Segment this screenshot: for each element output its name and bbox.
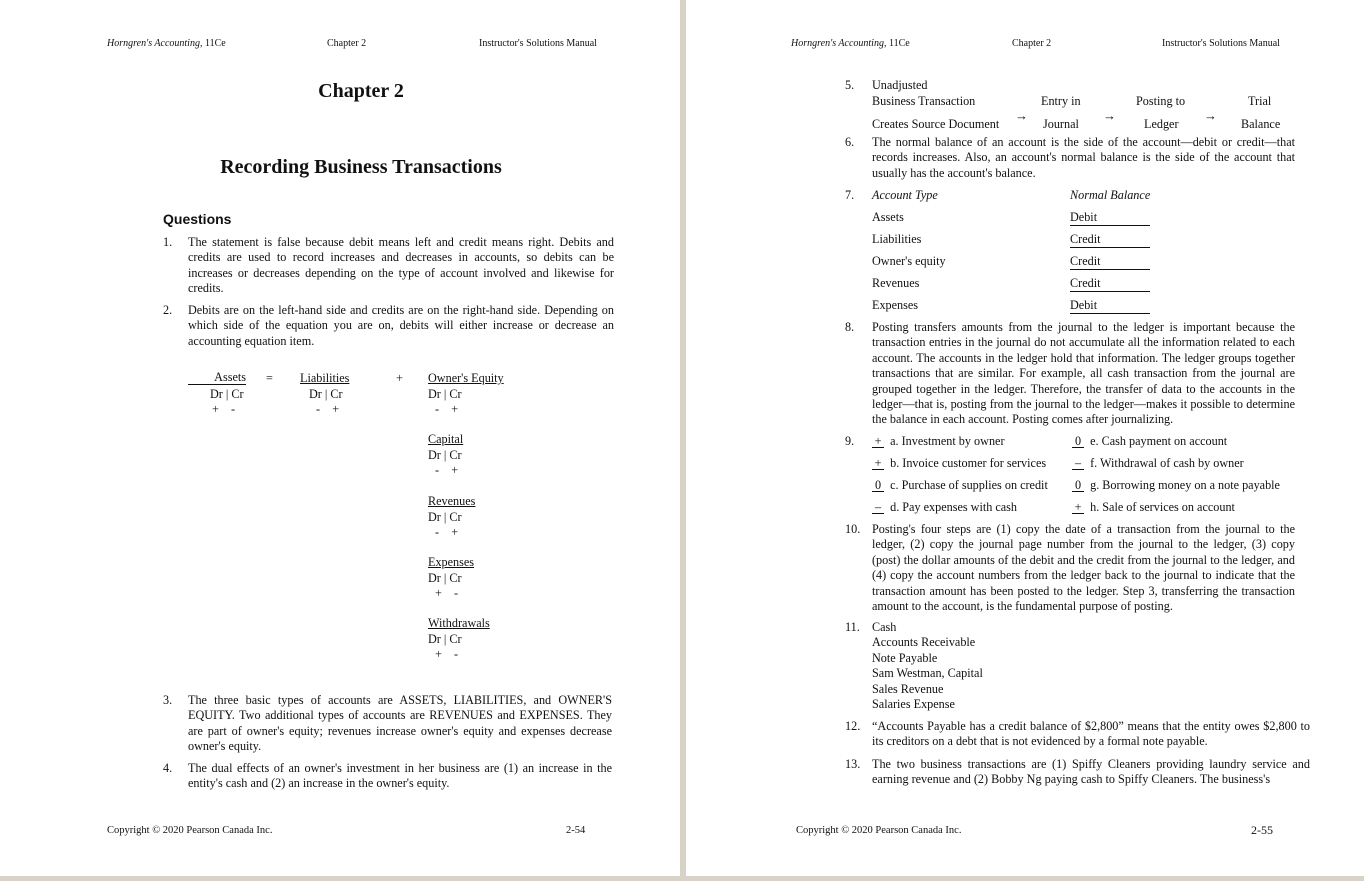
flow-posting-to: Posting to [1136, 94, 1186, 108]
arrow-right-icon: → [1015, 108, 1028, 123]
flow-balance: Balance [1241, 117, 1281, 131]
question-number: 2. [163, 303, 173, 317]
unadjusted-label: Unadjusted [872, 78, 928, 92]
account-name: Sales Revenue [872, 682, 944, 696]
owners-equity-label: Owner's Equity [428, 371, 504, 385]
q9-item: 0 e. Cash payment on account [1072, 434, 1227, 449]
col-account-type: Account Type [872, 188, 938, 202]
liabilities-drcr: Dr | Cr [309, 387, 343, 401]
q9-item: – d. Pay expenses with cash [872, 500, 1017, 515]
revenues-label: Revenues [428, 494, 476, 508]
flow-creates-source-document: Creates Source Document [872, 117, 1000, 131]
question-number: 9. [845, 434, 855, 448]
normal-balance: Debit [1070, 210, 1150, 226]
account-name: Cash [872, 620, 897, 634]
flow-ledger: Ledger [1144, 117, 1179, 131]
question-number: 6. [845, 135, 855, 149]
owners-equity-drcr: Dr | Cr [428, 387, 462, 401]
right-page [686, 0, 1364, 876]
withdrawals-drcr: Dr | Cr [428, 632, 462, 646]
q9-item: 0 c. Purchase of supplies on credit [872, 478, 1048, 493]
footer-copyright: Copyright © 2020 Pearson Canada Inc. [796, 825, 962, 836]
question-number: 5. [845, 78, 855, 92]
owners-equity-signs: - + [435, 402, 459, 416]
withdrawals-signs: + - [435, 647, 459, 661]
account-type: Liabilities [872, 232, 922, 246]
header-book-title: Horngren's Accounting, 11Ce [107, 38, 226, 49]
flow-journal: Journal [1043, 117, 1079, 131]
question-8-text: Posting transfers amounts from the journal to the ledger is important because the transaction entries in the journal do not accumulate all the information related to each account. The accounts in the ledger hold that information. The ledger groups together transactions that are similar. For example, all cash transaction from the journal are grouped together in the ledger. Therefore, the transfer of data to the accounts in the ledger—that is, posting from the journal to the ledger—makes it possible to determine the balance in each account. Posting comes after journalizing. [872, 320, 1295, 427]
capital-label: Capital [428, 432, 464, 446]
account-name: Sam Westman, Capital [872, 666, 983, 680]
question-number: 3. [163, 693, 173, 707]
account-type: Expenses [872, 298, 919, 312]
plus-sign: + [396, 371, 403, 385]
normal-balance: Debit [1070, 298, 1150, 314]
section-heading: Questions [163, 211, 232, 227]
assets-drcr: Dr | Cr [210, 387, 244, 401]
capital-signs: - + [435, 463, 459, 477]
expenses-drcr: Dr | Cr [428, 571, 462, 585]
question-number: 13. [845, 757, 861, 771]
question-number: 4. [163, 761, 173, 775]
question-6-text: The normal balance of an account is the side of the account—debit or credit—that records increases. Also, an account's normal balance is the side of the account that usually has the account's balance. [872, 135, 1295, 180]
header-chapter: Chapter 2 [327, 38, 367, 49]
q9-item: 0 g. Borrowing money on a note payable [1072, 478, 1280, 493]
flow-business-transaction: Business Transaction [872, 94, 976, 108]
col-normal-balance: Normal Balance [1070, 188, 1151, 202]
arrow-right-icon: → [1103, 108, 1116, 123]
account-type: Owner's equity [872, 254, 946, 268]
header-manual: Instructor's Solutions Manual [479, 38, 597, 49]
question-4-text: The dual effects of an owner's investment in her business are (1) an increase in the entity's cash and (2) an increase in the owner's equity. [188, 761, 612, 791]
question-number: 10. [845, 522, 861, 536]
liabilities-label: Liabilities [300, 371, 350, 385]
normal-balance: Credit [1070, 276, 1150, 292]
account-name: Note Payable [872, 651, 938, 665]
header-chapter: Chapter 2 [1012, 38, 1052, 49]
question-12-text: “Accounts Payable has a credit balance of $2,800” means that the entity owes $2,800 to its creditors on a debt that is not evidenced by a formal note payable. [872, 719, 1310, 749]
revenues-signs: - + [435, 525, 459, 539]
assets-label: Assets [188, 371, 246, 385]
footer-page-number: 2-54 [566, 825, 586, 836]
question-number: 11. [845, 620, 860, 634]
expenses-signs: + - [435, 586, 459, 600]
arrow-right-icon: → [1204, 108, 1217, 123]
header-manual: Instructor's Solutions Manual [1162, 38, 1280, 49]
account-type: Revenues [872, 276, 920, 290]
normal-balance: Credit [1070, 254, 1150, 270]
q9-item: – f. Withdrawal of cash by owner [1072, 456, 1244, 471]
footer-page-number: 2-55 [1251, 823, 1273, 837]
question-10-text: Posting's four steps are (1) copy the date of a transaction from the journal to the ledger, (2) copy the journal page number from the journal to the ledger, (3) copy (post) the dollar amounts of the debit and the credit from the journal to the ledger, and (4) copy the account numbers from the ledger back to the journal to indicate that the transaction amount has been posted to the ledger. Step 3, transferring the transaction amount to the account, is the fundamental purpose of posting. [872, 522, 1295, 614]
equals-sign: = [266, 371, 273, 385]
assets-signs: + - [212, 402, 236, 416]
expenses-label: Expenses [428, 555, 475, 569]
normal-balance: Credit [1070, 232, 1150, 248]
question-2-text: Debits are on the left-hand side and credits are on the right-hand side. Depending on which side of the equation you are on, debits will either increase or decrease an accounting equation item. [188, 303, 614, 348]
question-number: 7. [845, 188, 855, 202]
liabilities-signs: - + [316, 402, 340, 416]
question-number: 12. [845, 719, 861, 733]
footer-copyright: Copyright © 2020 Pearson Canada Inc. [107, 825, 273, 836]
account-type: Assets [872, 210, 904, 224]
q9-item: + h. Sale of services on account [1072, 500, 1235, 515]
flow-trial: Trial [1248, 94, 1272, 108]
chapter-subtitle: Recording Business Transactions [220, 156, 502, 178]
flow-entry-in: Entry in [1041, 94, 1081, 108]
withdrawals-label: Withdrawals [428, 616, 490, 630]
left-page [0, 0, 680, 876]
account-name: Salaries Expense [872, 697, 955, 711]
revenues-drcr: Dr | Cr [428, 510, 462, 524]
question-13-text: The two business transactions are (1) Spiffy Cleaners providing laundry service and earning revenue and (2) Bobby Ng paying cash to Spiffy Cleaners. The business's [872, 757, 1310, 787]
header-book-title: Horngren's Accounting, 11Ce [791, 38, 910, 49]
question-number: 1. [163, 235, 173, 249]
account-name: Accounts Receivable [872, 635, 976, 649]
question-1-text: The statement is false because debit means left and credit means right. Debits and credits are used to record increases and decreases in accounts, so debits can be increases or decreases depending on the type of account involved and likewise for credits. [188, 235, 614, 296]
chapter-title: Chapter 2 [318, 80, 404, 102]
capital-drcr: Dr | Cr [428, 448, 462, 462]
q9-item: + b. Invoice customer for services [872, 456, 1046, 471]
question-3-text: The three basic types of accounts are ASSETS, LIABILITIES, and OWNER'S EQUITY. Two additional types of accounts are REVENUES and EXPENSES. They are part of owner's equity; revenues increase owner's equity and expenses decrease owner's equity. [188, 693, 612, 754]
q9-item: + a. Investment by owner [872, 434, 1005, 449]
question-number: 8. [845, 320, 855, 334]
